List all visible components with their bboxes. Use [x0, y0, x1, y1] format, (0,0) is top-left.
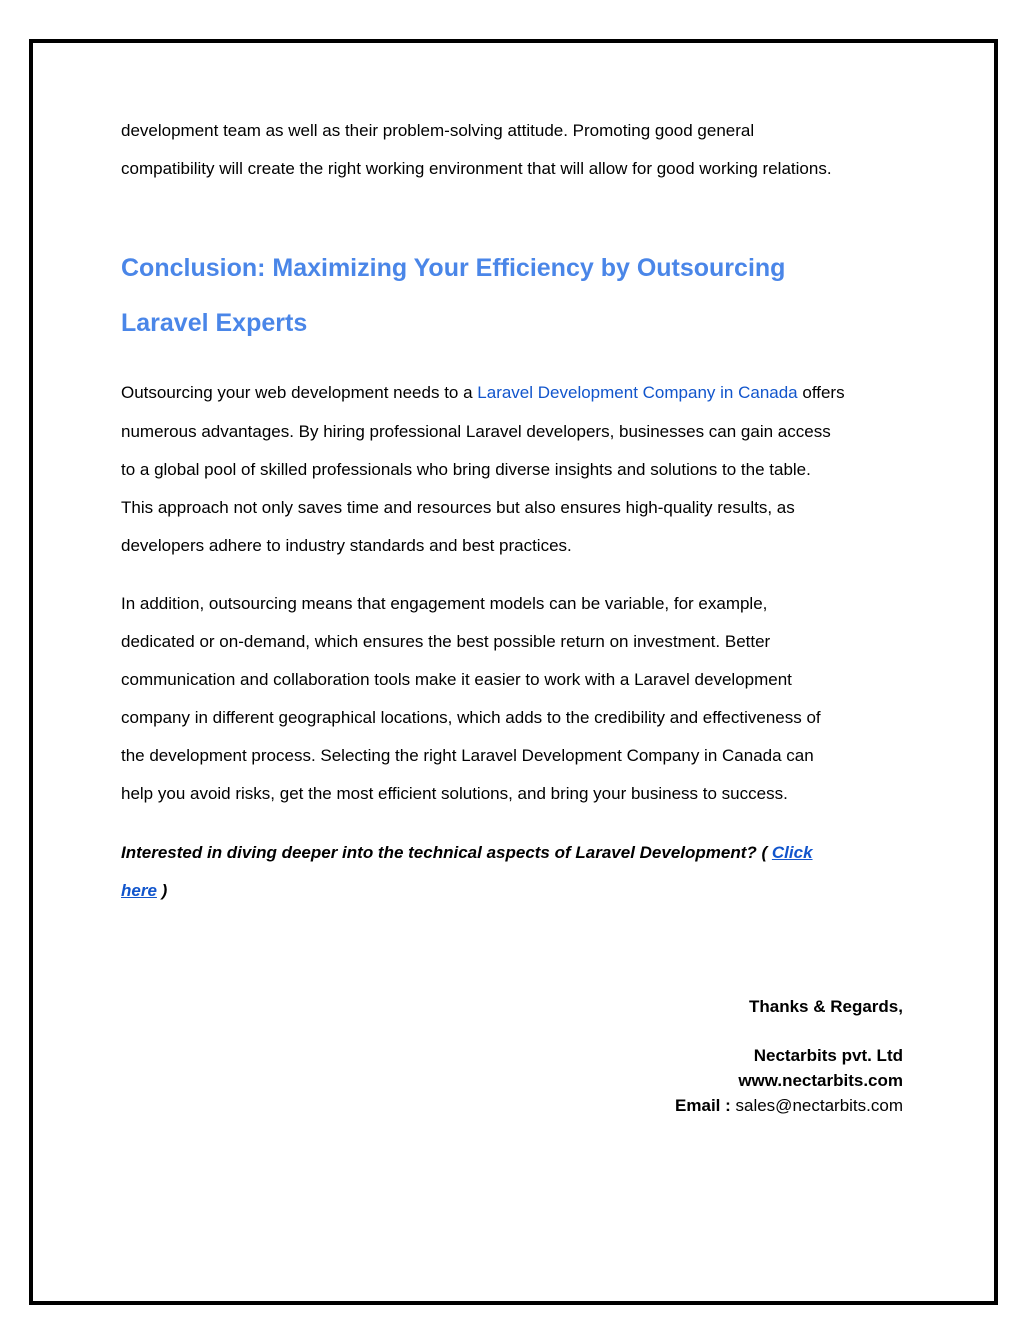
- cta-closing: ): [156, 881, 168, 900]
- paragraph-2-line-1: In addition, outsourcing means that engagement models can be variable, for example,: [121, 594, 768, 613]
- intro-line-2: compatibility will create the right working environment that will allow for good working relations.: [121, 159, 832, 178]
- click-here-link-part-2[interactable]: here: [121, 881, 157, 900]
- signature-company: Nectarbits pvt. Ltd: [753, 1046, 903, 1065]
- paragraph-1-line-2: numerous advantages. By hiring professional Laravel developers, businesses can gain access: [121, 422, 831, 441]
- paragraph-2-line-5: the development process. Selecting the right Laravel Development Company in Canada can: [121, 746, 814, 765]
- signature-thanks: Thanks & Regards,: [749, 997, 903, 1016]
- email-value[interactable]: sales@nectarbits.com: [735, 1096, 903, 1115]
- cta-line-2: [121, 881, 167, 901]
- click-here-link-part-1[interactable]: Click: [771, 843, 813, 862]
- paragraph-1-line-5: developers adhere to industry standards and best practices.: [121, 536, 572, 555]
- email-label: Email :: [675, 1096, 736, 1115]
- paragraph-2-line-3: communication and collaboration tools make it easier to work with a Laravel development: [121, 670, 792, 689]
- signature-email-line: [675, 1096, 903, 1116]
- paragraph-2-line-4: company in different geographical locations, which adds to the credibility and effectiveness of: [121, 708, 821, 727]
- paragraph-1-text-after-link: offers: [797, 383, 845, 402]
- cta-line-1: [121, 843, 813, 863]
- laravel-company-link[interactable]: Laravel Development Company in Canada: [477, 383, 798, 402]
- paragraph-1-text-before-link: Outsourcing your web development needs to a: [121, 383, 478, 402]
- paragraph-1-line-1: [121, 383, 845, 403]
- section-heading-line-1: Conclusion: Maximizing Your Efficiency by Outsourcing: [121, 254, 786, 282]
- intro-line-1: development team as well as their problem-solving attitude. Promoting good general: [121, 121, 755, 140]
- paragraph-1-line-3: to a global pool of skilled professionals who bring diverse insights and solutions to the table.: [121, 460, 811, 479]
- paragraph-1-line-4: This approach not only saves time and resources but also ensures high-quality results, as: [121, 498, 795, 517]
- paragraph-2-line-2: dedicated or on-demand, which ensures the best possible return on investment. Better: [121, 632, 771, 651]
- section-heading-line-2: Laravel Experts: [121, 309, 308, 337]
- paragraph-2-line-6: help you avoid risks, get the most efficient solutions, and bring your business to success.: [121, 784, 788, 803]
- signature-website: www.nectarbits.com: [738, 1071, 903, 1090]
- cta-text: Interested in diving deeper into the technical aspects of Laravel Development? (: [121, 843, 772, 862]
